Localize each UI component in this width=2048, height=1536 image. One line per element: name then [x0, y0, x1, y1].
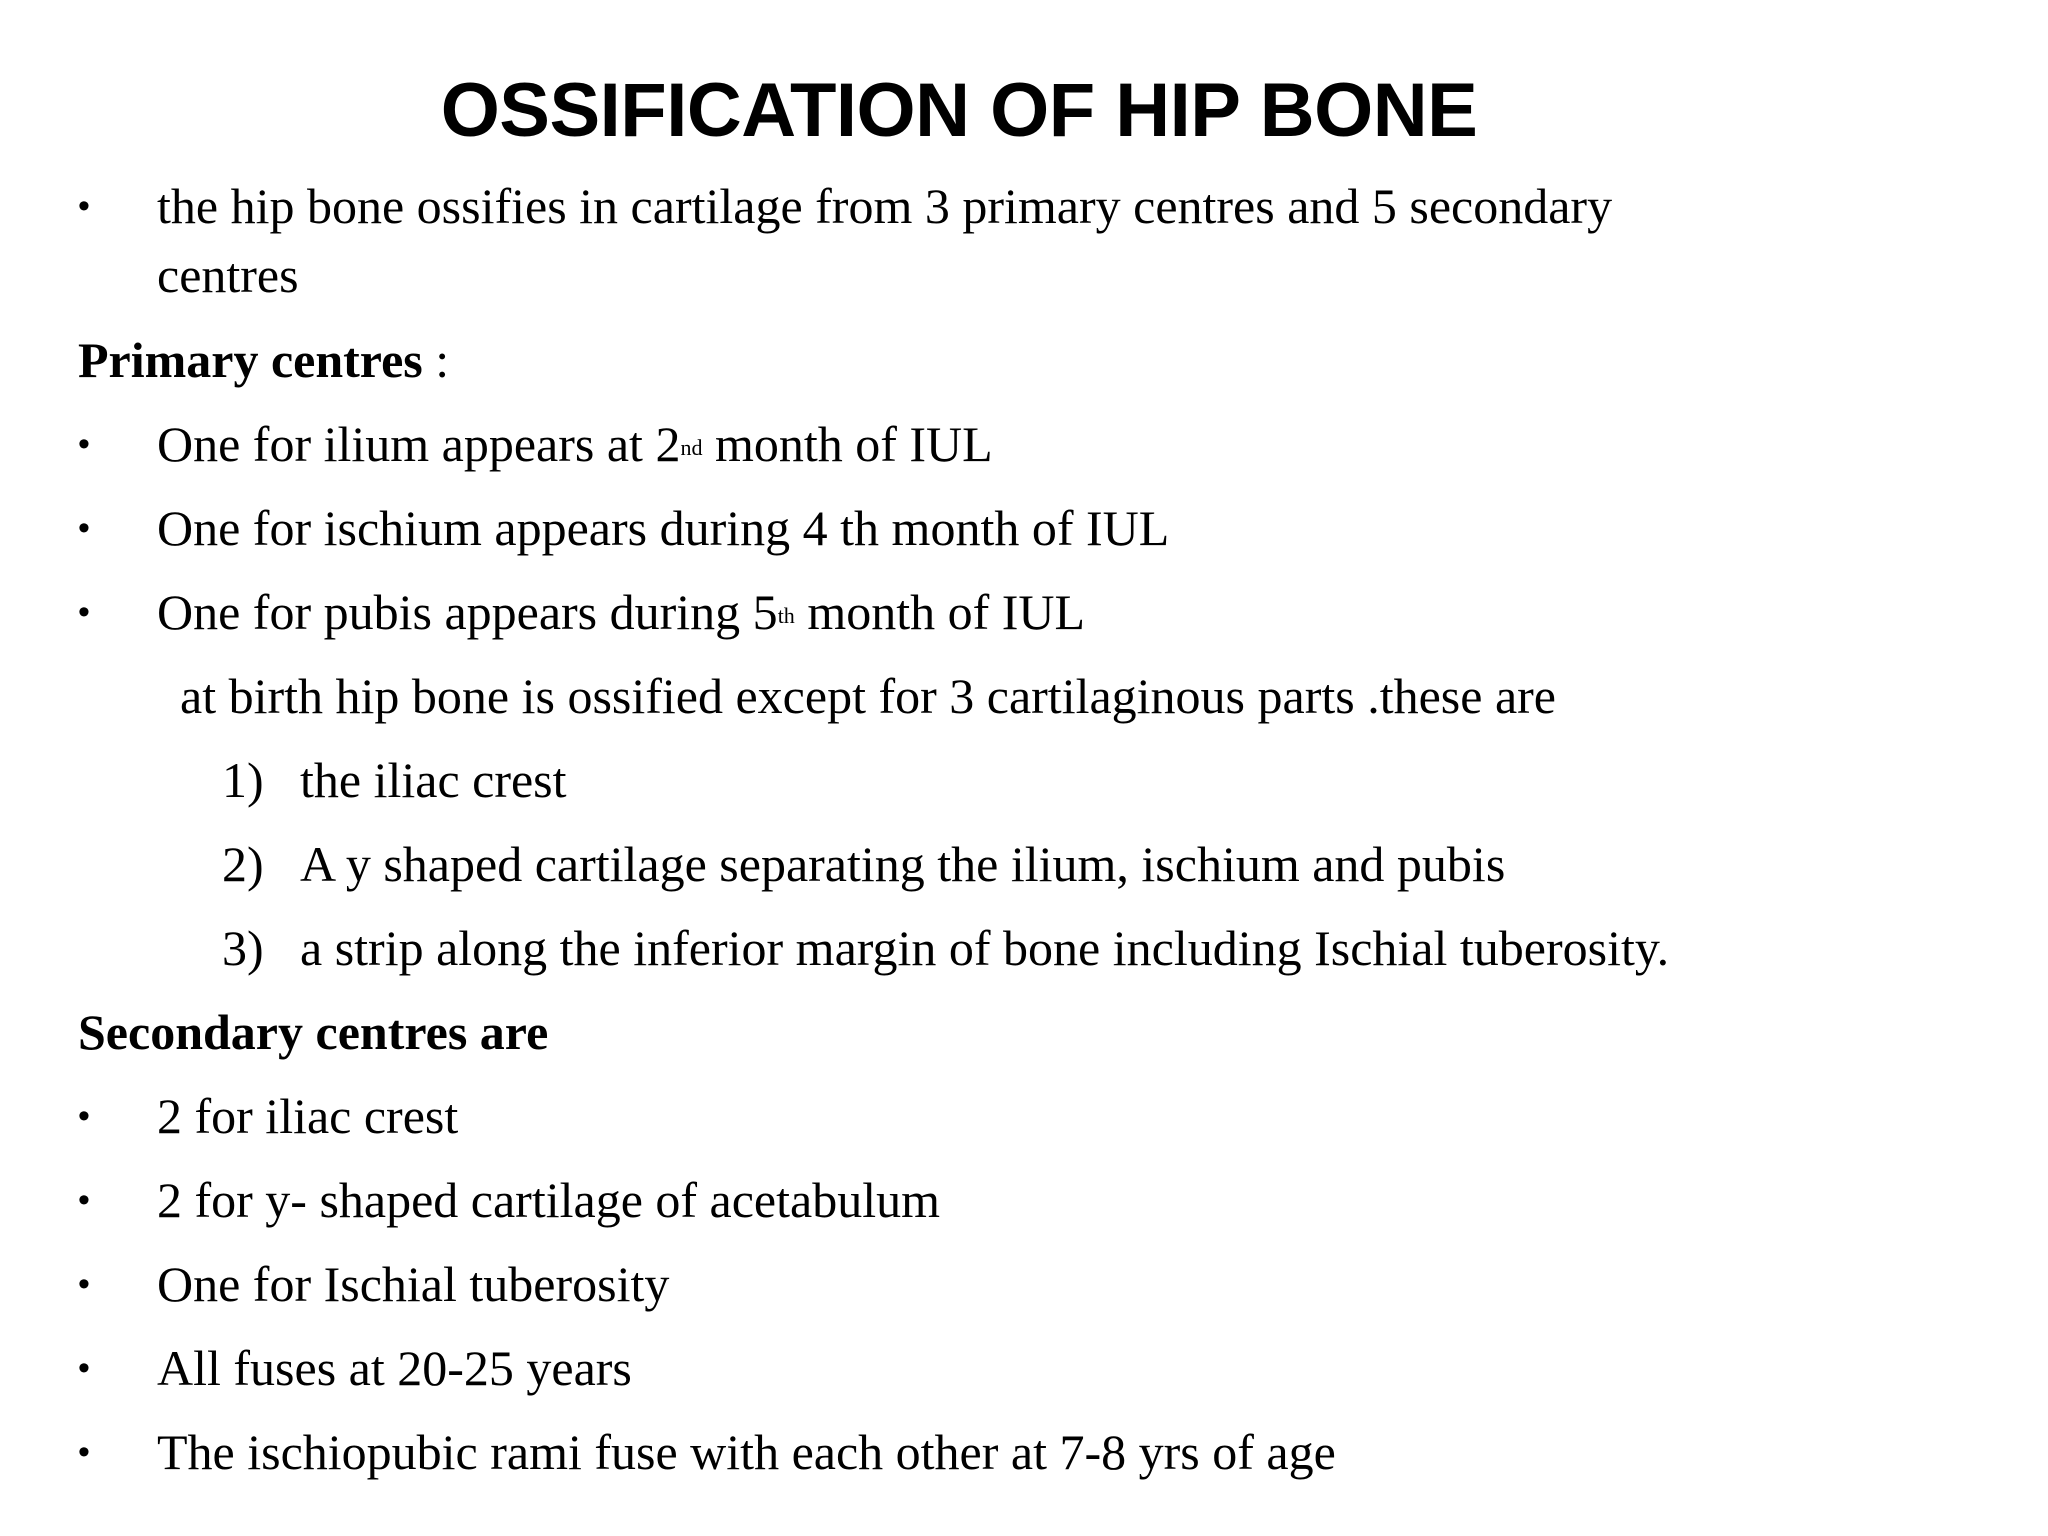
cartilaginous-parts-note: at birth hip bone is ossified except for 3 cartilaginous parts .these are	[180, 668, 1556, 724]
intro-line-2: centres	[157, 247, 299, 303]
bullet-icon: •	[78, 187, 90, 225]
primary-item-text: One for pubis appears during 5	[157, 584, 778, 640]
secondary-item: 2 for iliac crest	[157, 1088, 459, 1144]
secondary-centres-heading: Secondary centres are	[78, 1004, 549, 1060]
secondary-item: 2 for y- shaped cartilage of acetabulum	[157, 1172, 940, 1228]
secondary-item: One for Ischial tuberosity	[157, 1256, 670, 1312]
numbered-part-1	[222, 750, 567, 810]
primary-item-ilium	[157, 414, 993, 474]
primary-item-text: month of IUL	[794, 584, 1086, 640]
bullet-icon: •	[78, 1349, 90, 1387]
primary-item-text: month of IUL	[702, 416, 993, 472]
bullet-icon: •	[78, 425, 90, 463]
primary-item-text: One for ilium appears at 2	[157, 416, 681, 472]
bullet-icon: •	[78, 593, 90, 631]
bullet-icon: •	[78, 1433, 90, 1471]
primary-heading-text: Primary centres	[78, 332, 423, 388]
list-number: 2)	[222, 836, 264, 892]
numbered-part-3	[222, 918, 1669, 978]
primary-item-ischium: One for ischium appears during 4 th month of IUL	[157, 500, 1170, 556]
bullet-icon: •	[78, 1181, 90, 1219]
ordinal-superscript: th	[777, 603, 795, 628]
primary-heading-colon: :	[422, 332, 450, 388]
list-number: 3)	[222, 920, 264, 976]
slide-title: OSSIFICATION OF HIP BONE	[440, 68, 1478, 153]
numbered-part-2	[222, 834, 1505, 894]
list-number: 1)	[222, 752, 264, 808]
primary-item-pubis	[157, 582, 1085, 642]
ordinal-superscript: nd	[680, 435, 703, 460]
secondary-item: All fuses at 20-25 years	[157, 1340, 632, 1396]
part-text: a strip along the inferior margin of bone including Ischial tuberosity.	[300, 920, 1670, 976]
bullet-icon: •	[78, 1097, 90, 1135]
part-text: the iliac crest	[300, 752, 567, 808]
secondary-item: The ischiopubic rami fuse with each other at 7-8 yrs of age	[157, 1424, 1336, 1480]
bullet-icon: •	[78, 1265, 90, 1303]
bullet-icon: •	[78, 509, 90, 547]
part-text: A y shaped cartilage separating the ilium, ischium and pubis	[300, 836, 1506, 892]
primary-centres-heading	[78, 330, 449, 390]
intro-line-1: the hip bone ossifies in cartilage from 3 primary centres and 5 secondary	[157, 178, 1613, 234]
